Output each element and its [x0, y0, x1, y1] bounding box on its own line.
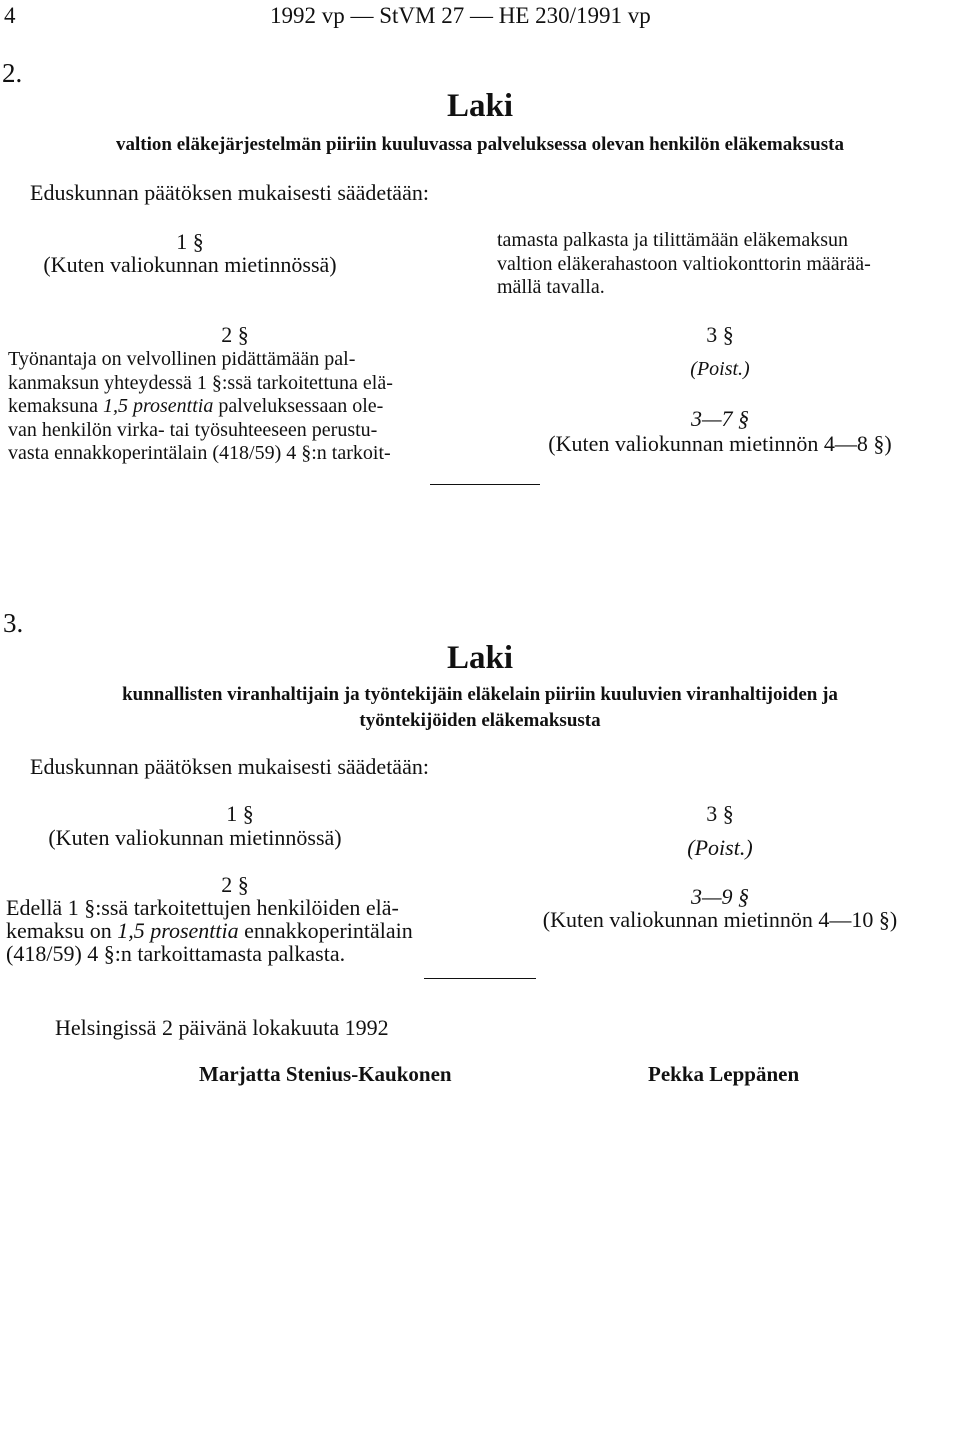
signer-1: Marjatta Stenius-Kaukonen: [199, 1062, 452, 1086]
law3-s39-heading: [480, 885, 960, 908]
law2-s2-line-5: vasta ennakkoperintälain (418/59) 4 §:n tarkoit-: [8, 442, 391, 464]
law3-subtitle-line-1: kunnallisten viranhaltijain ja työntekijäin eläkelain piiriin kuuluvien viranhaltijoiden ja: [122, 684, 838, 705]
law3-title: Laki: [446, 640, 514, 676]
law3-s3-italic: (Poist.): [687, 835, 753, 860]
law3-number: 3.: [3, 608, 24, 638]
law2-s2-emphasis: 1,5 prosenttia: [102, 395, 214, 417]
law2-s2-line-3b: palveluksessaan ole-: [213, 395, 384, 417]
signer-2: Pekka Leppänen: [648, 1062, 800, 1086]
law3-s3-heading: 3 §: [706, 801, 734, 826]
law3-s3-text: [480, 836, 960, 859]
law2-s1-text: (Kuten valiokunnan mietinnössä): [43, 252, 337, 277]
law2-s37-italic: 3—7 §: [690, 406, 750, 431]
law2-s2-line-1: Työnantaja on velvollinen pidättämään pal-: [8, 348, 356, 370]
law3-s39-text: (Kuten valiokunnan mietinnön 4—10 §): [542, 907, 898, 932]
law2-title: Laki: [446, 88, 514, 124]
law2-s2-paragraph: [8, 348, 448, 466]
law3-subtitle-line-2: työntekijöiden eläkemaksusta: [359, 710, 601, 731]
law2-s1-heading: 1 §: [176, 229, 204, 254]
law3-s2-heading: 2 §: [221, 872, 249, 897]
law2-s3-heading: 3 §: [706, 322, 734, 347]
law2-end-rule: [430, 484, 540, 485]
law2-s3-italic: (Poist.): [690, 358, 750, 380]
running-title: 1992 vp — StVM 27 — HE 230/1991 vp: [270, 3, 651, 28]
place-and-date: Helsingissä 2 päivänä lokakuuta 1992: [55, 1015, 389, 1040]
law3-enacting-clause: Eduskunnan päätöksen mukaisesti säädetään:: [30, 754, 429, 779]
law2-s37-text: (Kuten valiokunnan mietinnön 4—8 §): [548, 431, 892, 456]
law2-s2-line-3: [8, 395, 448, 419]
law2-cont-line-3: mällä tavalla.: [497, 276, 605, 298]
law2-s3-text: [480, 358, 960, 381]
law2-s2-heading: 2 §: [221, 322, 249, 347]
law2-cont-line-2: valtion eläkerahastoon valtiokonttorin määrää-: [497, 252, 871, 275]
law3-s2-line-2b: ennakkoperintälain: [238, 918, 413, 943]
law3-s1-text: (Kuten valiokunnan mietinnössä): [48, 825, 342, 850]
law3-s1-heading: 1 §: [226, 801, 254, 826]
law3-s2-emphasis: 1,5 prosenttia: [117, 918, 239, 943]
law2-subtitle: valtion eläkejärjestelmän piiriin kuuluvassa palveluksessa olevan henkilön eläkemaksusta: [116, 134, 844, 155]
law3-s2-paragraph: [6, 896, 446, 965]
law2-s2-line-2: kanmaksun yhteydessä 1 §:ssä tarkoitettuna elä-: [8, 371, 393, 394]
law2-s2-line-4: van henkilön virka- tai työsuhteeseen perustu-: [8, 418, 378, 441]
law2-cont-line-1: tamasta palkasta ja tilittämään eläkemaksun: [497, 229, 848, 251]
page-number: 4: [4, 3, 16, 28]
law3-s2-line-2a: kemaksu on: [6, 918, 118, 943]
law2-number: 2.: [2, 58, 23, 88]
law2-enacting-clause: Eduskunnan päätöksen mukaisesti säädetään:: [30, 180, 429, 205]
law2-s37-heading: [480, 407, 960, 430]
law3-s39-italic: 3—9 §: [690, 884, 750, 909]
law3-end-rule: [424, 978, 536, 979]
law3-s2-line-2: [6, 919, 446, 942]
law3-s2-line-3: (418/59) 4 §:n tarkoittamasta palkasta.: [6, 941, 346, 966]
law3-s2-line-1: Edellä 1 §:ssä tarkoitettujen henkilöiden elä-: [6, 895, 399, 920]
law2-s2-continuation: [497, 229, 871, 300]
law2-s2-line-3a: kemaksuna: [8, 395, 103, 417]
